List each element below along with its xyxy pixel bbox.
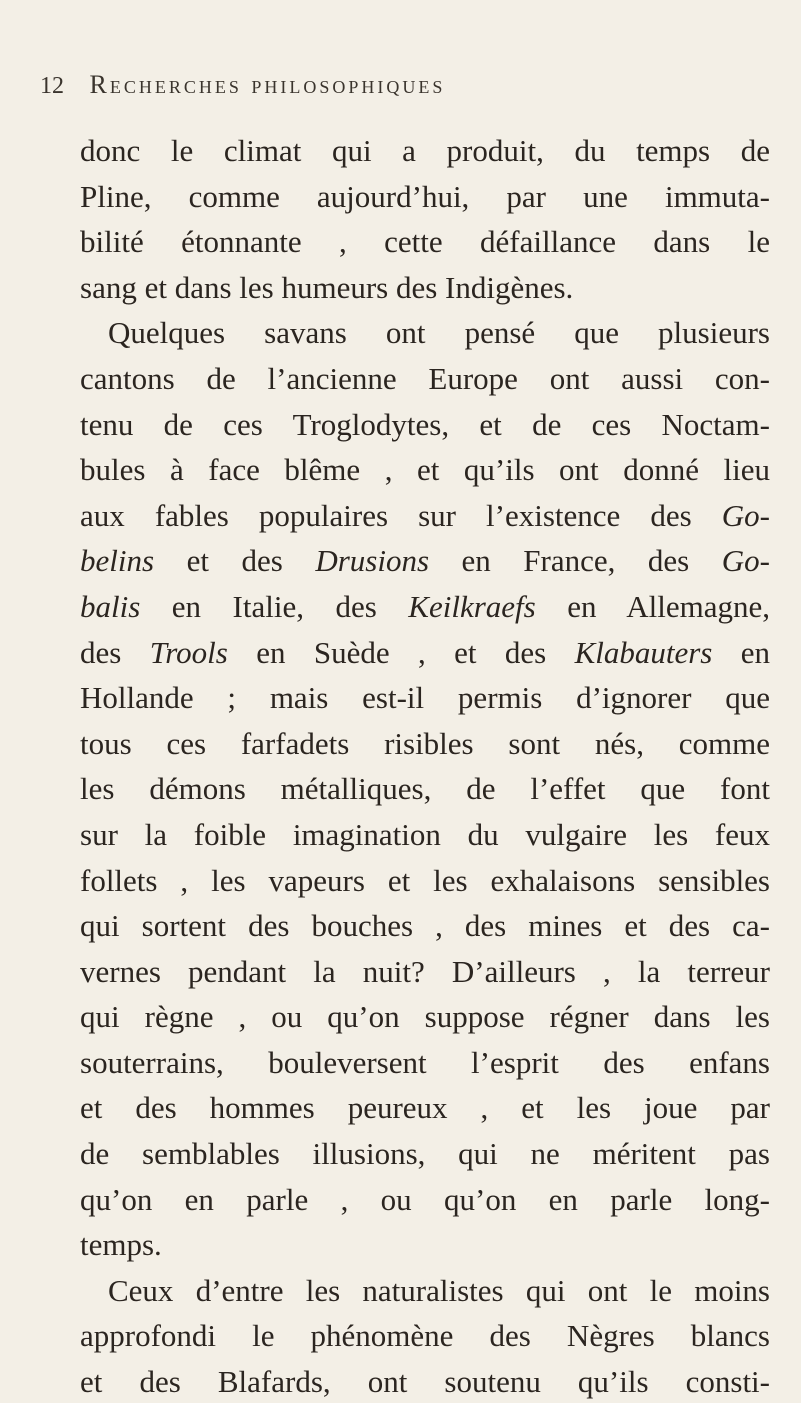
text-segment: en Allemagne, [535, 588, 770, 624]
text-line [80, 675, 770, 721]
text-segment: qui sortent des bouches , des mines et des ca- [80, 908, 770, 944]
page-header [40, 70, 760, 104]
text-segment: des [80, 634, 150, 670]
text-segment: bilité étonnante , cette défaillance dans le [80, 224, 770, 260]
text-line [80, 949, 770, 995]
text-line [80, 310, 770, 356]
text-line [80, 903, 770, 949]
italic-text: balis [80, 588, 141, 624]
text-segment: follets , les vapeurs et les exhalaisons sensibles [80, 862, 770, 898]
text-segment: qui règne , ou qu’on suppose régner dans les [80, 999, 770, 1035]
text-segment: donc le climat qui a produit, du temps de [80, 133, 770, 168]
text-segment: et des [154, 543, 316, 579]
text-segment: en France, des [429, 543, 722, 579]
text-line [80, 1131, 770, 1177]
text-segment: en Suède , et des [227, 634, 575, 670]
italic-text: Trools [149, 634, 228, 670]
text-segment: en [712, 634, 770, 670]
text-line [80, 1085, 770, 1131]
text-line [80, 1313, 770, 1359]
text-segment: vernes pendant la nuit? D’ailleurs , la terreur [80, 953, 770, 989]
text-line [80, 1222, 770, 1268]
text-segment: et des Blafards, ont soutenu qu’ils consti- [80, 1364, 770, 1400]
text-segment: Pline, comme aujourd’hui, par une immuta- [80, 178, 770, 214]
text-line [80, 174, 770, 220]
text-line [80, 493, 770, 539]
italic-text: Go- [721, 543, 770, 579]
text-segment: Ceux d’entre les naturalistes qui ont le moins [108, 1272, 770, 1308]
page-number: 12 [40, 73, 64, 99]
text-segment: Quelques savans ont pensé que plusieurs [108, 315, 770, 351]
text-segment: bules à face blême , et qu’ils ont donné lieu [80, 452, 770, 488]
text-segment: approfondi le phénomène des Nègres blancs [80, 1318, 770, 1354]
italic-text: belins [80, 543, 155, 579]
text-line [80, 402, 770, 448]
text-segment: de semblables illusions, qui ne méritent pas [80, 1136, 770, 1172]
text-line [80, 1268, 770, 1314]
text-segment: les démons métalliques, de l’effet que font [80, 771, 770, 807]
italic-text: Keilkraefs [408, 588, 536, 624]
text-line [80, 994, 770, 1040]
text-line [80, 447, 770, 493]
text-line [80, 630, 770, 676]
text-line [80, 858, 770, 904]
running-title: Recherches philosophiques [89, 70, 446, 99]
text-line [80, 538, 770, 584]
text-line [80, 265, 770, 311]
text-line [80, 1177, 770, 1223]
text-segment: tenu de ces Troglodytes, et de ces Noctam- [80, 406, 770, 442]
text-line [80, 219, 770, 265]
text-segment: et des hommes peureux , et les joue par [80, 1090, 770, 1126]
text-segment: cantons de l’ancienne Europe ont aussi con- [80, 360, 770, 396]
text-segment: sang et dans les humeurs des Indigènes. [80, 269, 574, 305]
text-segment: sur la foible imagination du vulgaire les feux [80, 816, 770, 852]
text-line [80, 812, 770, 858]
text-line [80, 584, 770, 630]
text-segment: temps. [80, 1227, 162, 1263]
italic-text: Klabauters [574, 634, 713, 670]
text-segment: en Italie, des [140, 588, 409, 624]
text-line [80, 1359, 770, 1403]
text-segment: qu’on en parle , ou qu’on en parle long- [80, 1181, 770, 1217]
italic-text: Go- [721, 497, 770, 533]
text-segment: tous ces farfadets risibles sont nés, comme [80, 725, 770, 761]
text-segment: aux fables populaires sur l’existence des [80, 497, 722, 533]
body-text [80, 128, 770, 1403]
text-line [80, 128, 770, 174]
text-segment: Hollande ; mais est-il permis d’ignorer que [80, 680, 770, 716]
text-line [80, 356, 770, 402]
text-segment: souterrains, bouleversent l’esprit des enfans [80, 1044, 770, 1080]
text-line [80, 1040, 770, 1086]
text-line [80, 721, 770, 767]
italic-text: Drusions [315, 543, 430, 579]
text-line [80, 766, 770, 812]
